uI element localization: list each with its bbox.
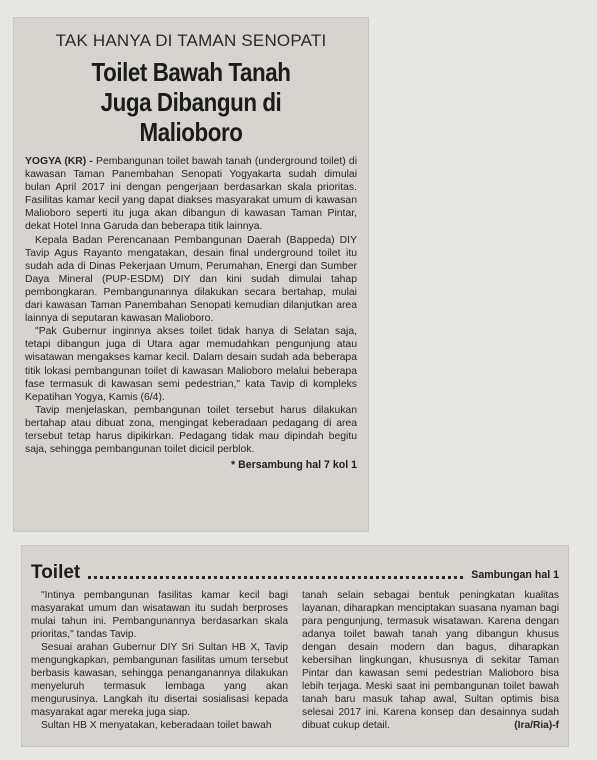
paragraph-1 [25, 155, 357, 234]
continuation-columns [31, 589, 559, 732]
headline-line-2: Juga Dibangun di Malioboro [100, 87, 282, 147]
continuation-header [31, 561, 559, 583]
continuation-clipping [21, 545, 569, 747]
article-kicker: TAK HANYA DI TAMAN SENOPATI [55, 31, 327, 50]
col1-paragraph-3: Sultan HB X menyatakan, keberadaan toilet bawah [41, 720, 272, 731]
continued-note: * Bersambung hal 7 kol 1 [231, 459, 357, 472]
paragraph-3: "Pak Gubernur inginnya akses toilet tidak hanya di Selatan saja, tetapi dibangun juga di Utara agar memudahkan pengunjung atau wisatawan mengakses kamar kecil. Dalam desain sudah ada beberapa titik lokasi pembangunan toilet di kawasan Malioboro melalui beberapa fase termasuk di kawasan semi pedestrian," kata Tavip di kompleks Kepatihan Yogya, Kamis (6/4). [25, 326, 357, 403]
reporter-sign: (Ira/Ria)-f [514, 720, 559, 731]
paragraph-1-text: Pembangunan toilet bawah tanah (underground toilet) di kawasan Taman Panembahan Senopati Yogyakarta sudah dimulai bulan April 2017 ini dengan pengerjaan berdasarkan skala prioritas. Fasilitas kamar kecil yang dapat diakses masyarakat umum di kawasan Malioboro seperti itu juga akan dibangun di kawasan Taman Pintar, dekat Hotel Inna Garuda dan beberapa titik lainnya. [25, 156, 358, 233]
col2-paragraph-1 [302, 589, 559, 732]
continuation-column-2 [302, 589, 559, 732]
dotted-leader [88, 576, 463, 579]
col2-text: tanah selain sebagai bentuk peningkatan kualitas layanan, diharapkan menciptakan suasana nyaman bagi para pengunjung, termasuk wisatawan. Karena dengan adanya toilet bawah tanah yang dibangun khusus dengan desain modern dan bagus, diharapkan kebersihan lingkungan, khususnya di sekitar Taman Pintar dan kawasan semi pedestrian Malioboro bisa lebih terjaga. Meski saat ini pembangunan toilet bawah tanah baru masuk tahap awal, Sultan optimis bisa selesai 2017 ini. Karena konsep dan desainnya sudah dibuat cukup detail. [302, 590, 559, 731]
article-headline [48, 57, 334, 147]
dateline: YOGYA (KR) - [25, 156, 93, 167]
main-article-clipping [13, 17, 369, 532]
paragraph-4: Tavip menjelaskan, pembangunan toilet tersebut harus dilakukan bertahap atau dibuat zona, mengingat keberadaan pedagang di area tersebut tetap harus dipikirkan. Pedagang tidak mau dipindah begitu saja, sehingga pembangunan toilet dicicil perblok. [25, 404, 357, 456]
paragraph-2: Kepala Badan Perencanaan Pembangunan Daerah (Bappeda) DIY Tavip Agus Rayanto mengatakan, desain final underground toilet itu sudah ada di Dinas Pekerjaan Umum, Perumahan, Energi dan Sumber Daya Mineral (PUP-ESDM) DIY dan kini sudah dimulai tahap pembongkaran. Pembangunannya dilakukan secara bertahap, mulai dari kawasan Taman Panembahan Senopati kemudian dilanjutkan area lainnya di seputaran kawasan Malioboro. [25, 234, 357, 325]
headline-line-1: Toilet Bawah Tanah [91, 57, 291, 87]
col1-paragraph-2: Sesuai arahan Gubernur DIY Sri Sultan HB X, Tavip mengungkapkan, pembangunan fasilitas umum tersebut berbasis kawasan, sehingga penanganannya dilakukan menyeluruh termasuk lembaga yang akan mengurusinya. Langkah itu disertai sosialisasi kepada masyarakat agar mereka juga siap. [31, 642, 288, 718]
col1-paragraph-1: "Intinya pembangunan fasilitas kamar kecil bagi masyarakat umum dan wisatawan itu sudah berproses mulai tahun ini. Pembangunannya berdasarkan skala prioritas," tandas Tavip. [31, 590, 288, 640]
article-body [25, 155, 357, 456]
continuation-title: Toilet [31, 562, 81, 583]
continuation-ref: Sambungan hal 1 [471, 569, 559, 581]
continuation-column-1 [31, 589, 288, 732]
